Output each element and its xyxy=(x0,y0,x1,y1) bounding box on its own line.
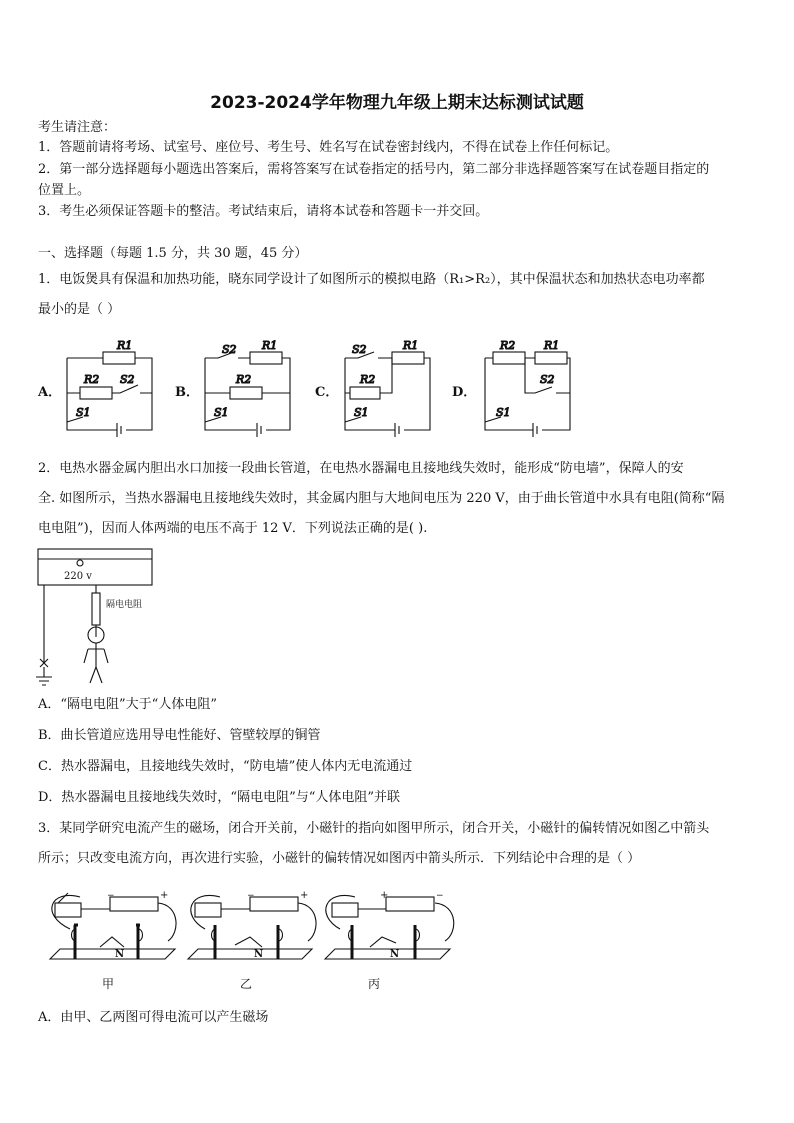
circuit-a-s1-label: S1 xyxy=(76,406,91,419)
q3-stem-line2: 所示；只改变电流方向，再次进行实验，小磁针的偏转情况如图丙中箭头所示．下列结论中合理的是（ ） xyxy=(38,851,641,866)
circuit-d-s1-label: S1 xyxy=(496,406,511,419)
q1-option-a-label: A． xyxy=(38,385,62,400)
circuit-b-s1-label: S1 xyxy=(214,406,229,419)
q2-option-c: C．热水器漏电，且接地线失效时，“防电墙”使人体内无电流通过 xyxy=(38,759,413,774)
notice-item-3: 3．考生必须保证答题卡的整洁。考试结束后，请将本试卷和答题卡一并交回。 xyxy=(38,204,489,219)
circuit-b-r2-label: R2 xyxy=(236,373,252,386)
circuit-c-s2-label: S2 xyxy=(352,343,367,356)
jia-minus-label: − xyxy=(107,891,115,901)
circuit-d-s2-label: S2 xyxy=(540,373,555,386)
circuit-d-r1-label: R1 xyxy=(544,339,560,352)
q3-stem-line1: 3．某同学研究电流产生的磁场，闭合开关前，小磁针的指向如图甲所示，闭合开关，小磁针的偏转情况如图乙中箭头 xyxy=(38,821,710,836)
panel-jia xyxy=(50,893,176,959)
section-heading: 一、选择题（每题 1.5 分，共 30 题，45 分） xyxy=(38,246,308,261)
notice-item-1: 1．答题前请将考场、试室号、座位号、考生号、姓名写在试卷密封线内，不得在试卷上作任何标记。 xyxy=(38,140,619,155)
yi-plus-label: + xyxy=(300,890,309,901)
caption-jia: 甲 xyxy=(102,977,115,991)
q2-stem-line3: 电电阻”)，因而人体两端的电压不高于 12 V．下列说法正确的是( ). xyxy=(38,521,428,536)
q1-option-c-label: C． xyxy=(315,385,339,400)
q2-heater-figure xyxy=(30,545,160,695)
circuit-c-r1-label: R1 xyxy=(403,339,419,352)
jia-plus-label: + xyxy=(160,890,169,901)
q3-magnetism-figure xyxy=(40,885,470,1000)
circuit-b-s2-label: S2 xyxy=(222,343,237,356)
q2-stem-line2: 全. 如图所示，当热水器漏电且接地线失效时，其金属内胆与大地间电压为 220 V，由于曲长管道中水具有电阻(简称“隔 xyxy=(38,491,725,506)
circuit-b-r1-label: R1 xyxy=(262,339,278,352)
bing-pole-label: N xyxy=(390,949,400,960)
circuit-c xyxy=(345,352,430,437)
circuit-c-r2-label: R2 xyxy=(360,373,376,386)
q1-option-b-label: B． xyxy=(175,385,199,400)
q1-option-d-label: D． xyxy=(452,385,477,400)
circuit-d xyxy=(485,352,570,437)
heater-voltage-label: 220 v xyxy=(64,571,92,582)
notice-item-2: 2．第一部分选择题每小题选出答案后，需将答案写在试卷指定的括号内，第二部分非选择题答案写在试卷题目指定的 xyxy=(38,162,710,177)
yi-pole-label: N xyxy=(254,949,264,960)
page-title: 2023-2024学年物理九年级上期末达标测试试题 xyxy=(210,93,584,113)
caption-bing: 丙 xyxy=(368,977,381,991)
yi-minus-label: − xyxy=(247,891,255,901)
jia-pole-label: N xyxy=(115,949,125,960)
q2-option-a: A．“隔电电阻”大于“人体电阻” xyxy=(38,697,217,712)
q1-stem-line2: 最小的是（ ） xyxy=(38,302,121,317)
isolation-resistor-label: 隔电电阻 xyxy=(106,600,143,610)
q3-option-a: A．由甲、乙两图可得电流可以产生磁场 xyxy=(38,1010,269,1025)
panel-yi xyxy=(188,896,316,959)
circuit-c-s1-label: S1 xyxy=(354,406,369,419)
q2-option-b: B．曲长管道应选用导电性能好、管壁较厚的铜管 xyxy=(38,728,321,743)
circuit-b xyxy=(205,352,290,437)
circuit-a-r2-label: R2 xyxy=(84,373,100,386)
circuit-a-s2-label: S2 xyxy=(120,373,135,386)
notice-heading: 考生请注意： xyxy=(38,120,117,135)
circuit-d-r2-label: R2 xyxy=(500,339,516,352)
bing-minus-label: − xyxy=(436,891,444,901)
caption-yi: 乙 xyxy=(240,977,253,991)
bing-plus-label: + xyxy=(380,890,389,901)
q1-stem-line1: 1．电饭煲具有保温和加热功能，晓东同学设计了如图所示的模拟电路（R₁>R₂），其中保温状态和加热状态电功率都 xyxy=(38,272,705,287)
q2-stem-line1: 2．电热水器金属内胆出水口加接一段曲长管道，在电热水器漏电且接地线失效时，能形成“防电墙”，保障人的安 xyxy=(38,461,684,476)
q2-option-d: D．热水器漏电且接地线失效时，“隔电电阻”与“人体电阻”并联 xyxy=(38,790,401,805)
circuit-a xyxy=(67,352,152,437)
q1-circuit-diagrams xyxy=(0,330,794,442)
notice-item-2-cont: 位置上。 xyxy=(38,183,91,198)
circuit-a-r1-label: R1 xyxy=(117,339,133,352)
